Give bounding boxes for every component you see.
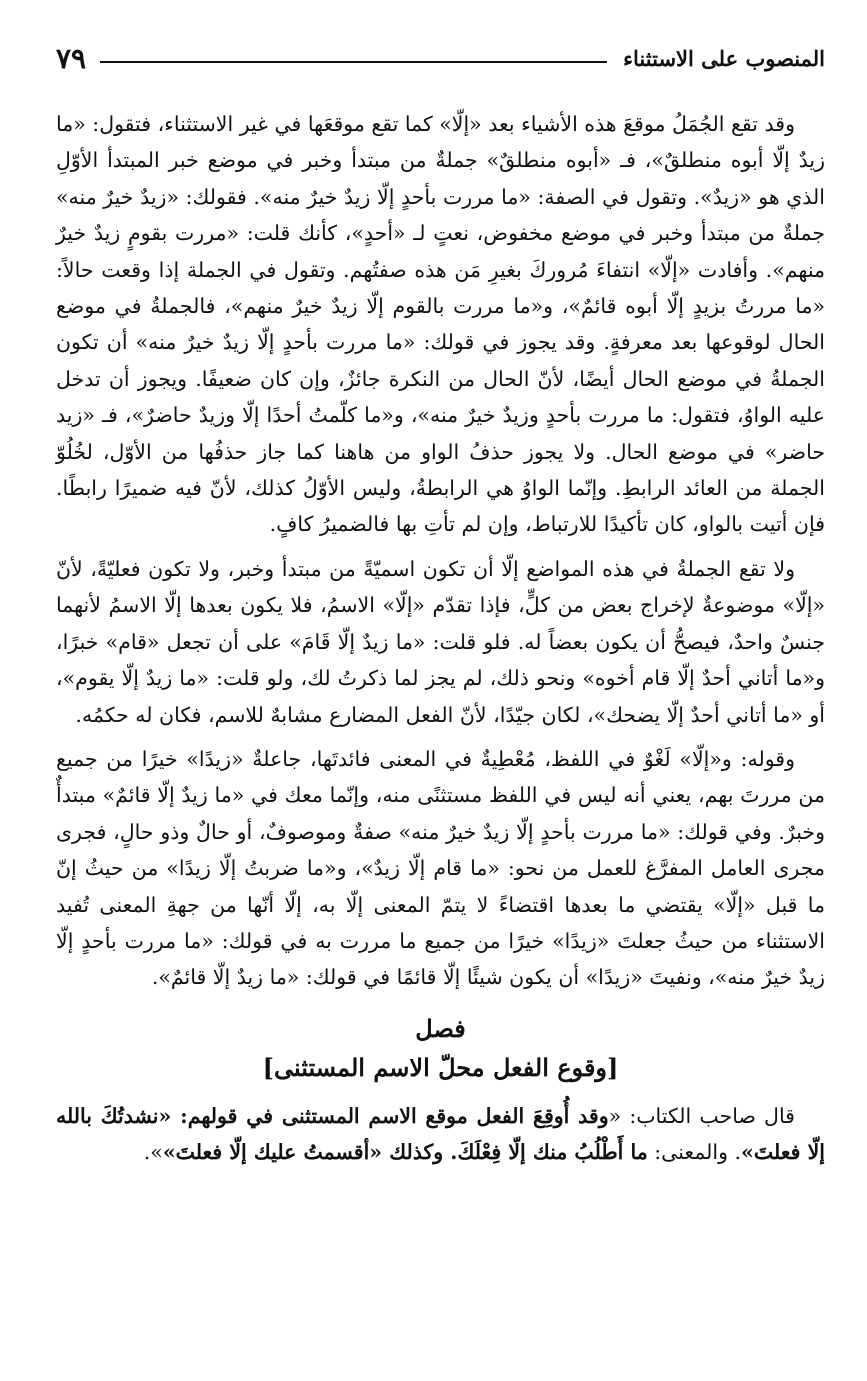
- running-title: المنصوب على الاستثناء: [623, 45, 825, 71]
- quote-bold-text: وقد أُوقِعَ الفعل موقع الاسم المستثنى في قولهم: «نشدتُكَ بالله إلّا فعلتَ»: [56, 1103, 825, 1165]
- header-rule: [100, 61, 607, 63]
- paragraph: وقوله: و«إلّا» لَغْوٌ في اللفظ، مُعْطِيةٌ في المعنى فائدتَها، جاعلةٌ «زيدًا» خيرًا من جميع من مررتَ بهم، يعني أنه ليس في اللفظ مستثنًى منه، وإنّما معك في «ما زيدٌ إلّا قائمٌ» مبتدأٌ وخبرٌ. وفي قولك: «ما مررت بأحدٍ إلّا زيدٌ خيرٌ منه» صفةٌ وموصوفٌ، أو حالٌ وذو حالٍ، فجرى مجرى العامل المفرَّغ للعمل من نحو: «ما قام إلّا زيدٌ»، و«ما ضربتُ إلّا زيدًا» من حيثُ إنّ ما قبل «إلّا» يقتضي ما بعدها اقتضاءً لا يتمّ المعنى إلّا به، إلّا أنّها من جهةِ المعنى تُفيد الاستثناء من حيثُ جعلتَ «زيدًا» خيرًا من جميع ما مررت به في قولك: «ما مررت بأحدٍ إلّا زيدٌ خيرٌ منه»، ونفيتَ «زيدًا» أن يكون شيئًا إلّا قائمًا في قولك: «ما زيدٌ إلّا قائمٌ».: [56, 746, 825, 990]
- paragraph: وقد تقع الجُمَلُ موقعَ هذه الأشياء بعد «إلّا» كما تقع موقعَها في غير الاستثناء، فتقول: «ما زيدٌ إلّا أبوه منطلقٌ»، فـ «أبوه منطلقٌ» جملةٌ من مبتدأ وخبر في موضع خبر المبتدأ الأوّلِ الذي هو «زيدٌ». وتقول في الصفة: «ما مررت بأحدٍ إلّا زيدٌ خيرٌ منه». فقولك: «زيدٌ خيرٌ منه» جملةٌ من مبتدأ وخبر في موضع مخفوض، نعتٍ لـ «أحدٍ»، كأنك قلت: «مررت بقومٍ زيدٌ خيرٌ منهم». وأفادت «إلّا» انتفاءَ مُروركَ بغيرِ مَن هذه صفتُهم. وتقول في الجملة إذا وقعت حالاً: «ما مررتُ بزيدٍ إلّا أبوه قائمٌ»، و«ما مررت بالقوم إلّا زيدٌ خيرٌ منهم»، فالجملةُ في موضع الحال لوقوعها بعد معرفةٍ. وقد يجوز في قولك: «ما مررت بأحدٍ إلّا زيدٌ خيرٌ منه» أن تكون الجملةُ في موضع الحال أيضًا، لأنّ الحال من النكرة جائزٌ، وإن كان ضعيفًا. ويجوز أن تدخل عليه الواوُ، فتقول: ما مررت بأحدٍ وزيدٌ خيرٌ منه»، و«ما كلّمتُ أحدًا إلّا وزيدٌ حاضرٌ»، فـ «زيد حاضر» في موضع الحال. ولا يجوز حذفُ الواو من هاهنا كما جاز حذفُها من الأوّل، لخُلُوّ الجملة من العائد الرابطِ. وإنّما الواوُ هي الرابطةُ، وليس الأوّلُ كذلك، لأنّ فيه ضميرًا رابطًا. فإن أتيت بالواو، كان تأكيدًا للارتباط، وإن لم تأتِ بها فالضميرُ كافٍ.: [56, 112, 825, 537]
- running-header: [56, 38, 825, 78]
- quote-mid: . والمعنى:: [647, 1140, 742, 1165]
- page-number: ٧٩: [56, 41, 87, 75]
- quote-lead: قال صاحب الكتاب: «: [608, 1103, 795, 1128]
- section-heading: فصل: [415, 1013, 466, 1043]
- quoted-paragraph: [56, 1098, 825, 1171]
- section-subheading: [وقوع الفعل محلّ الاسم المستثنى]: [262, 1052, 619, 1082]
- paragraph: ولا تقع الجملةُ في هذه المواضع إلّا أن تكون اسميّةً من مبتدأ وخبر، ولا تكون فعليّةً، لأنّ «إلّا» موضوعةٌ لإخراج بعض من كلٍّ، فإذا تقدّم «إلّا» الاسمُ، فلا يكون بعدها إلّا الاسمُ لأنهما جنسٌ واحدٌ، فيصحُّ أن يكون بعضاً له. فلو قلت: «ما زيدٌ إلّا قَامَ» على أن تجعل «قام» خبرًا، و«ما أتاني أحدٌ إلّا قام أخوه» ونحو ذلك، لم يجز لما ذكرتُ لك، ولو قلت: «ما زيدٌ إلّا يقوم»، أو «ما أتاني أحدٌ إلّا يضحك»، لكان جيّدًا، لأنّ الفعل المضارع مشابهٌ للاسم، فكان له حكمُه.: [56, 556, 825, 727]
- quote-bold-text: ما أَطْلُبُ منك إلّا فِعْلَكَ. وكذلك «أقسمتُ عليك إلّا فعلتَ»: [162, 1140, 648, 1165]
- quote-tail: ».: [143, 1140, 163, 1165]
- main-text: [56, 106, 825, 996]
